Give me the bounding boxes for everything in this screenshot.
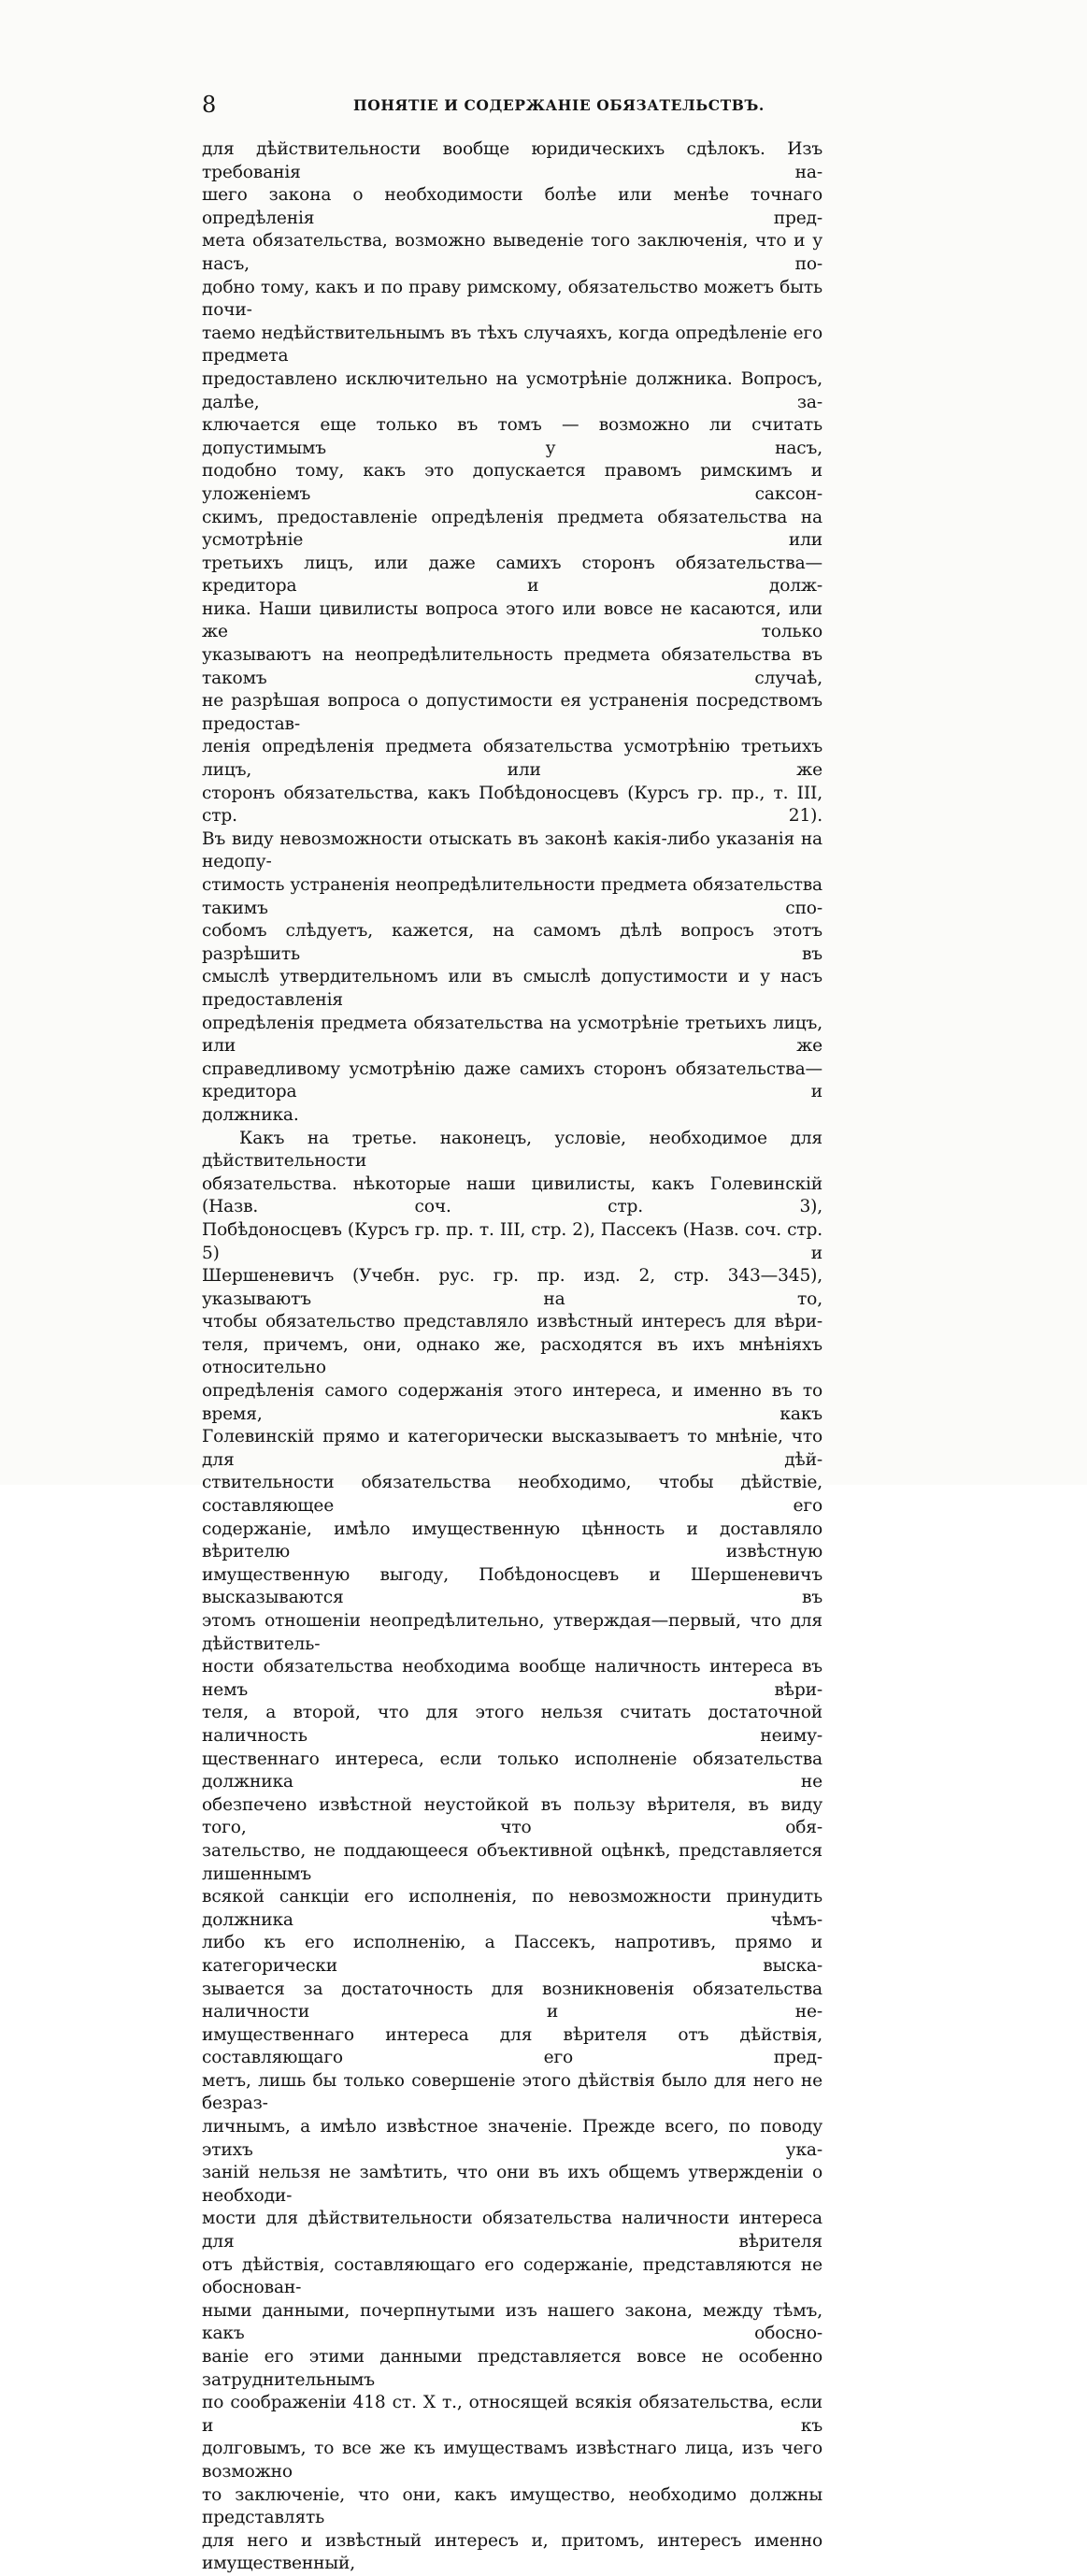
text-line: ными данными, почерпнутыми изъ нашего закона, между тѣмъ, какъ обосно- xyxy=(202,2300,822,2344)
text-line: личнымъ, а имѣло извѣстное значеніе. Прежде всего, по поводу этихъ ука- xyxy=(202,2117,822,2160)
text-line: отъ дѣйствія, составляющаго его содержаніе, представляются не обоснован- xyxy=(202,2254,822,2298)
text-line: обезпечено извѣстной неустойкой въ пользу вѣрителя, въ виду того, что обя- xyxy=(202,1794,822,1838)
text-line: щественнаго интереса, если только исполненіе обязательства должника не xyxy=(202,1749,822,1792)
text-line: ленія опредѣленія предмета обязательства усмотрѣнію третьихъ лицъ, или же xyxy=(202,737,822,781)
text-line: собомъ слѣдуетъ, кажется, на самомъ дѣлѣ вопросъ этотъ разрѣшить въ xyxy=(202,921,822,964)
text-line: для него и извѣстный интересъ и, притомъ, интересъ именно имущественный, xyxy=(202,2530,822,2574)
text-line: долговымъ, то все же къ имуществамъ извѣстнаго лица, изъ чего возможно xyxy=(202,2439,822,2482)
text-line: теля, а второй, что для этого нельзя считать достаточной наличность неиму- xyxy=(202,1703,822,1746)
text-line: указываютъ на неопредѣлительность предмета обязательства въ такомъ случаѣ, xyxy=(202,645,822,688)
text-line: третьихъ лицъ, или даже самихъ сторонъ обязательства—кредитора и долж- xyxy=(202,553,822,597)
running-title: ПОНЯТІЕ И СОДЕРЖАНІЕ ОБЯЗАТЕЛЬСТВЪ. xyxy=(353,96,765,114)
text-line: мости для дѣйствительности обязательства наличности интереса для вѣрителя xyxy=(202,2209,822,2252)
text-line: ности обязательства необходима вообще наличность интереса въ немъ вѣри- xyxy=(202,1657,822,1700)
text-line: должника. xyxy=(202,1104,299,1125)
text-line: этомъ отношеніи неопредѣлительно, утверждая—первый, что для дѣйствитель- xyxy=(202,1611,822,1654)
text-line: зательство, не поддающееся объективной оцѣнкѣ, представляется лишеннымъ xyxy=(202,1840,822,1884)
text-line: предоставлено исключительно на усмотрѣніе должника. Вопросъ, далѣе, за- xyxy=(202,368,822,412)
text-line: всякой санкціи его исполненія, по невозможности принудить должника чѣмъ- xyxy=(202,1887,822,1930)
text-line: сторонъ обязательства, какъ Побѣдоносцевъ (Курсъ гр. пр., т. III, стр. 21). xyxy=(202,783,822,827)
page-number: 8 xyxy=(202,92,217,118)
text-line: справедливому усмотрѣнію даже самихъ сторонъ обязательства—кредитора и xyxy=(202,1058,822,1102)
text-line: имущественную выгоду, Побѣдоносцевъ и Шершеневичъ высказываются въ xyxy=(202,1564,822,1608)
text-line: обязательства. нѣкоторые наши цивилисты, какъ Голевинскій (Назв. соч. стр. 3), xyxy=(202,1173,822,1217)
text-line: Шершеневичъ (Учебн. рус. гр. пр. изд. 2, стр. 343—345), указываютъ на то, xyxy=(202,1266,822,1309)
text-line: шего закона о необходимости болѣе или менѣе точнаго опредѣленія пред- xyxy=(202,185,822,228)
text-line: содержаніе, имѣло имущественную цѣнность и доставляло вѣрителю извѣстную xyxy=(202,1518,822,1562)
text-line: опредѣленія самого содержанія этого интереса, и именно въ то время, какъ xyxy=(202,1381,822,1424)
body-text xyxy=(202,138,822,2576)
text-line: опредѣленія предмета обязательства на усмотрѣніе третьихъ лицъ, или же xyxy=(202,1013,822,1057)
text-line: имущественнаго интереса для вѣрителя отъ дѣйствія, составляющаго его пред- xyxy=(202,2024,822,2068)
text-line: то заключеніе, что они, какъ имущество, необходимо должны представлять xyxy=(202,2484,822,2528)
text-line: смыслѣ утвердительномъ или въ смыслѣ допустимости и у насъ предоставленія xyxy=(202,967,822,1010)
text-line: зывается за достаточность для возникновенія обязательства наличности и не- xyxy=(202,1979,822,2022)
text-line: Въ виду невозможности отыскать въ законѣ какія-либо указанія на недопу- xyxy=(202,828,822,872)
text-line: ваніе его этими данными представляется вовсе не особенно затруднительнымъ xyxy=(202,2347,822,2390)
text-line: стимость устраненія неопредѣлительности предмета обязательства такимъ спо- xyxy=(202,875,822,918)
text-line: Голевинскій прямо и категорически высказываетъ то мнѣніе, что для дѣй- xyxy=(202,1427,822,1470)
text-line: добно тому, какъ и по праву римскому, обязательство можетъ быть почи- xyxy=(202,277,822,321)
text-line: метъ, лишь бы только совершеніе этого дѣйствія было для него не безраз- xyxy=(202,2070,822,2114)
text-line: Побѣдоносцевъ (Курсъ гр. пр. т. III, стр. 2), Пассекъ (Назв. соч. стр. 5) и xyxy=(202,1219,822,1263)
text-line: теля, причемъ, они, однако же, расходятся въ ихъ мнѣніяхъ относительно xyxy=(202,1334,822,1378)
text-line: скимъ, предоставленіе опредѣленія предмета обязательства на усмотрѣніе или xyxy=(202,507,822,551)
text-line: Какъ на третье. наконецъ, условіе, необходимое для дѣйствительности xyxy=(202,1128,822,1172)
text-line: для дѣйствительности вообще юридическихъ сдѣлокъ. Изъ требованія на- xyxy=(202,139,822,182)
text-line: не разрѣшая вопроса о допустимости ея устраненія посредствомъ предостав- xyxy=(202,691,822,734)
text-line: заній нельзя не замѣтить, что они въ ихъ общемъ утвержденіи о необходи- xyxy=(202,2163,822,2206)
text-line: ника. Наши цивилисты вопроса этого или вовсе не касаются, или же только xyxy=(202,598,822,642)
page-header xyxy=(202,91,822,122)
text-line: либо къ его исполненію, а Пассекъ, напротивъ, прямо и категорически выска- xyxy=(202,1933,822,1976)
text-line: таемо недѣйствительнымъ въ тѣхъ случаяхъ, когда опредѣленіе его предмета xyxy=(202,323,822,367)
text-line: ключается еще только въ томъ — возможно ли считать допустимымъ у насъ, xyxy=(202,415,822,458)
text-line: ствительности обязательства необходимо, чтобы дѣйствіе, составляющее его xyxy=(202,1473,822,1517)
text-line: мета обязательства, возможно выведеніе того заключенія, что и у насъ, по- xyxy=(202,231,822,274)
text-line: по соображеніи 418 ст. X т., относящей всякія обязательства, если и къ xyxy=(202,2393,822,2436)
text-line: подобно тому, какъ это допускается правомъ римскимъ и уложеніемъ саксон- xyxy=(202,461,822,504)
text-line: чтобы обязательство представляло извѣстный интересъ для вѣри- xyxy=(202,1312,822,1332)
